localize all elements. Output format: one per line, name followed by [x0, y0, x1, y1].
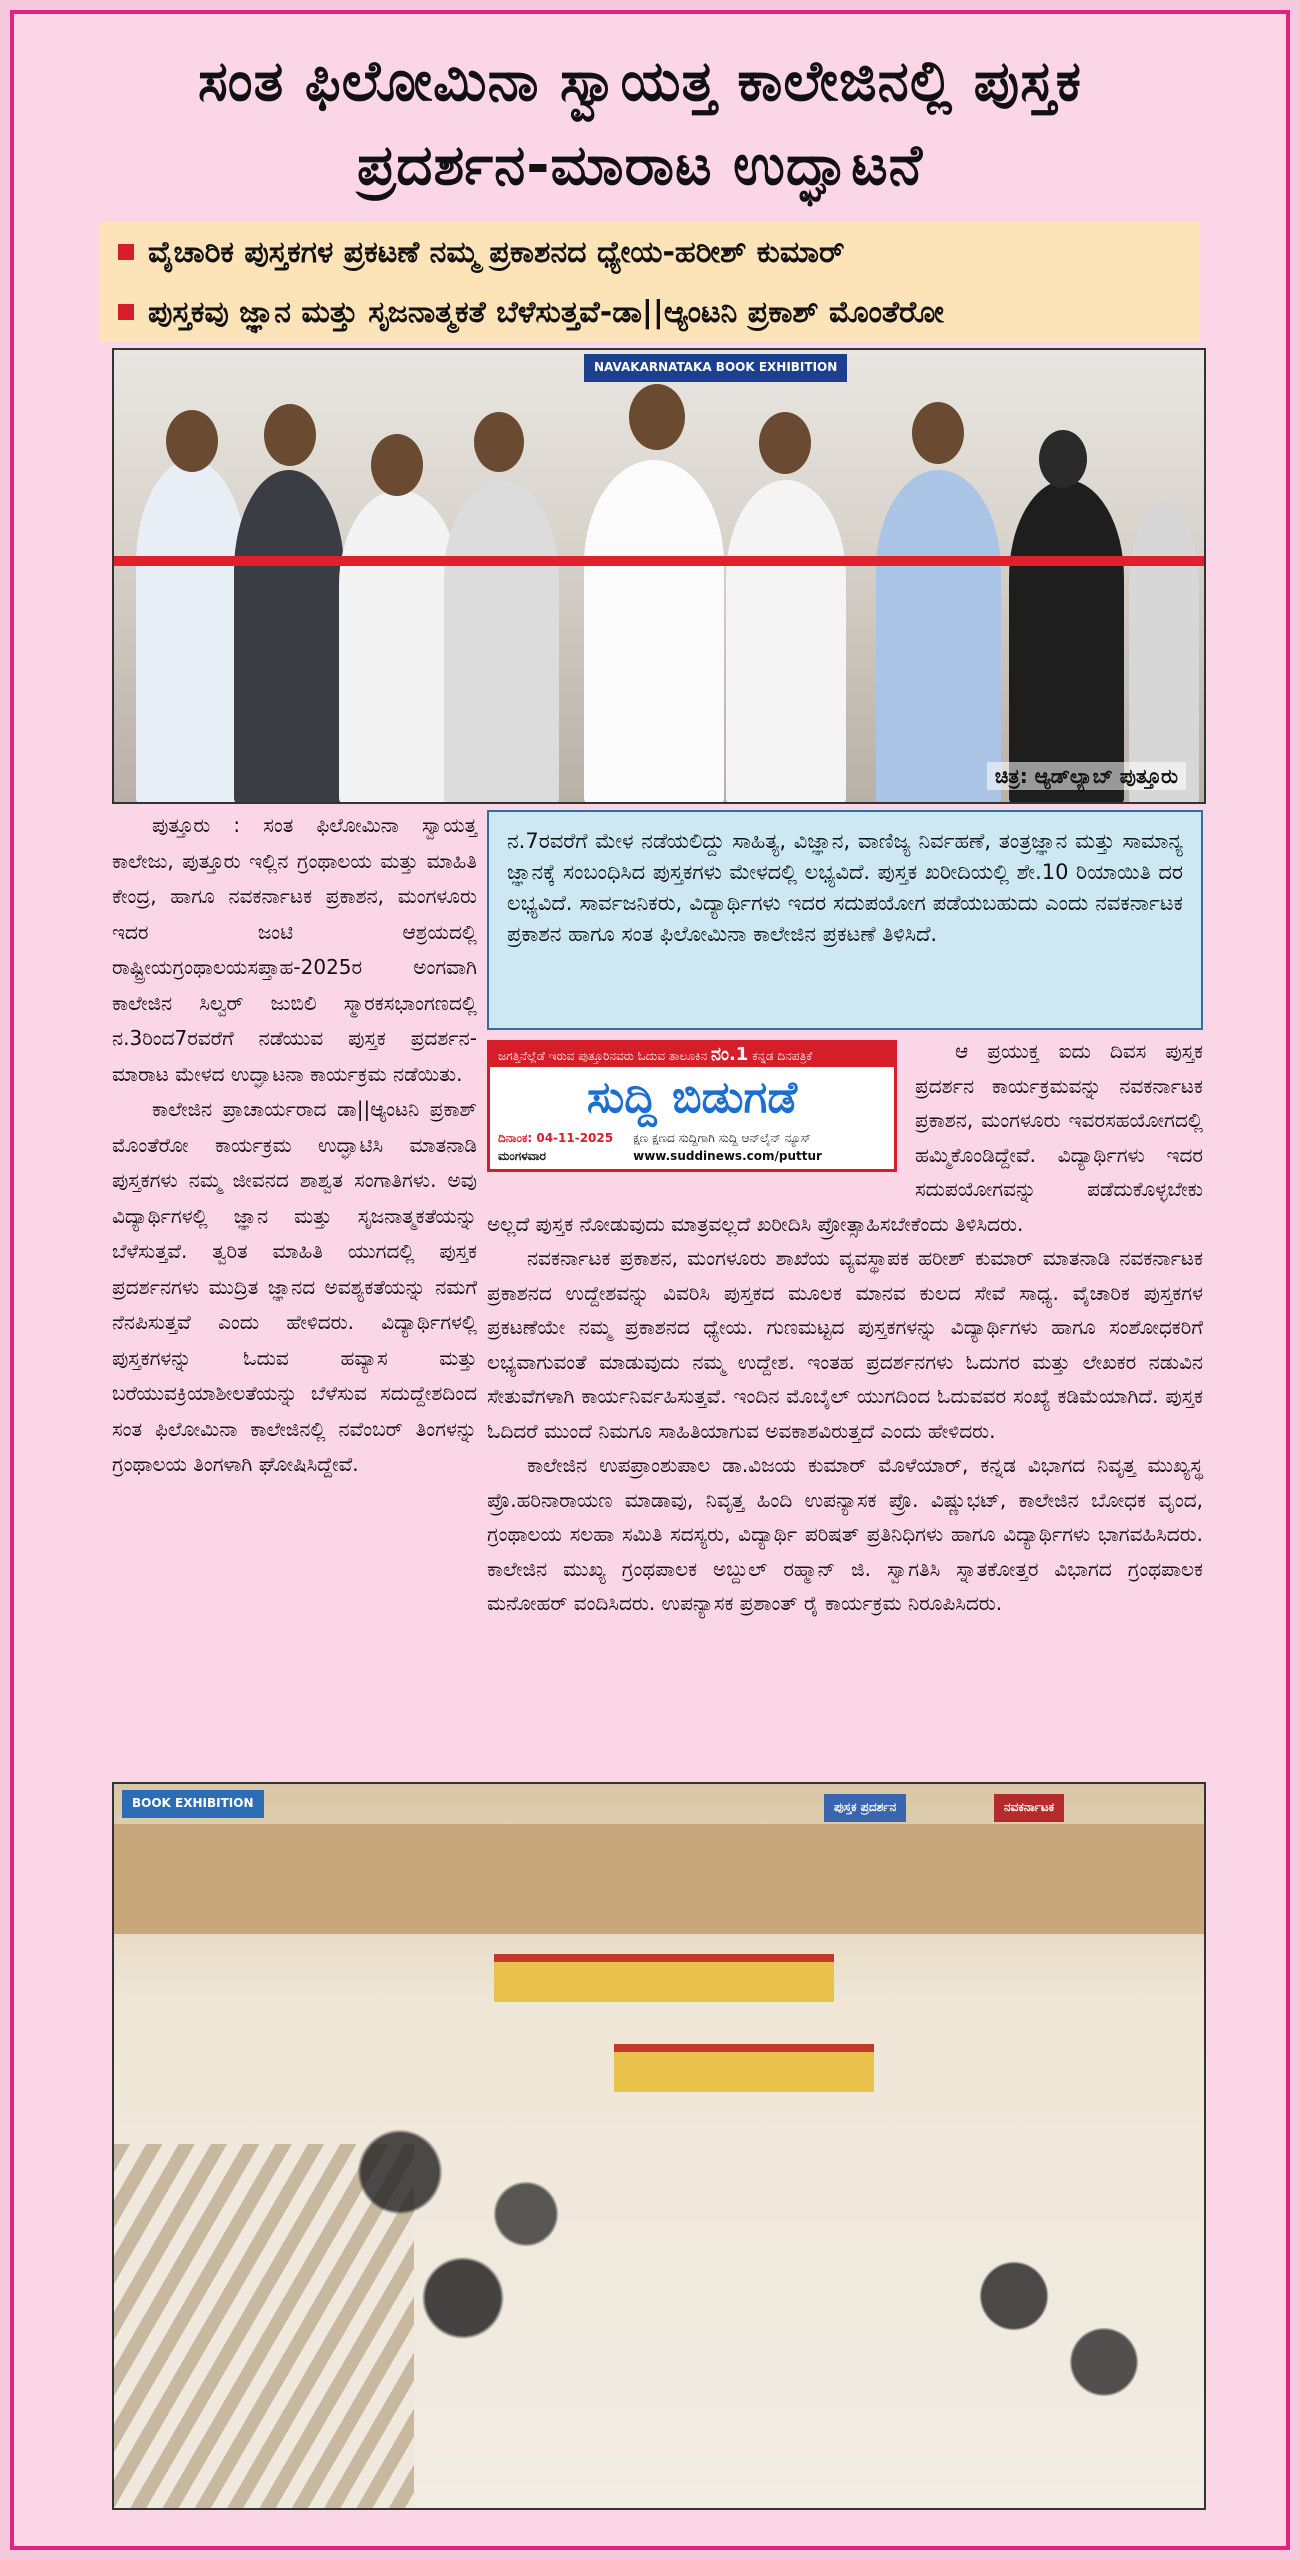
subhead-1: ವೈಚಾರಿಕ ಪುಸ್ತಕಗಳ ಪ್ರಕಟಣೆ ನಮ್ಮ ಪ್ರಕಾಶನದ ಧ್ಯೇಯ-ಹರೀಶ್ ಕುಮಾರ್: [100, 222, 1200, 282]
person-head: [371, 434, 423, 496]
crowd-students: [274, 2004, 694, 2424]
hall-back-wall: [114, 1824, 1204, 1934]
subhead-2: ಪುಸ್ತಕವು ಜ್ಞಾನ ಮತ್ತು ಸೃಜನಾತ್ಮಕತೆ ಬೆಳೆಸುತ್ತವೆ-ಡಾ||ಆ್ಯಂಟನಿ ಪ್ರಕಾಶ್ ಮೊಂತೆರೋ: [100, 282, 1200, 342]
logo-news-line: ಕ್ಷಣ ಕ್ಷಣದ ಸುದ್ದಿಗಾಗಿ ಸುದ್ದಿ ಆನ್‌ಲೈನ್ ನ್ಯೂಸ್: [633, 1131, 811, 1145]
person-head: [759, 412, 811, 474]
person-figure: [876, 470, 1001, 804]
logo-place: ಮಂಗಳವಾರ: [498, 1149, 547, 1163]
logo-website: www.suddinews.com/puttur: [633, 1149, 822, 1163]
right-paragraph-0: ಆ ಪ್ರಯುಕ್ತ ಐದು ದಿವಸ ಪುಸ್ತಕ ಪ್ರದರ್ಶನ ಕಾರ್ಯಕ್ರಮವನ್ನು ನವಕರ್ನಾಟಕ ಪ್ರಕಾಶನ, ಮಂಗಳೂರು ಇವರಸಹಯೋಗದಲ್ಲಿ ಹಮ್ಮಿಕೊಂಡಿದ್ದೇವೆ. ವಿದ್ಯಾರ್ಥಿಗಳು ಇದರ ಸದುಪಯೋಗವನ್ನು ಪಡೆದುಕೊಳ್ಳಬೇಕು ಅಲ್ಲದೆ ಪುಸ್ತಕ ನೋಡುವುದು ಮಾತ್ರವಲ್ಲದೆ ಖರೀದಿಸಿ ಪ್ರೋತ್ಸಾಹಿಸಬೇಕೆಂದು ತಿಳಿಸಿದರು.: [487, 1039, 1203, 1236]
exhibition-banner-right: ನವಕರ್ನಾಟಕ: [994, 1794, 1064, 1822]
left-paragraph-2: ಕಾಲೇಜಿನ ಪ್ರಾಚಾರ್ಯರಾದ ಡಾ||ಆ್ಯಂಟನಿ ಪ್ರಕಾಶ್ ಮೊಂತೆರೋ ಕಾರ್ಯಕ್ರಮ ಉದ್ಘಾಟಿಸಿ ಮಾತನಾಡಿ ಪುಸ್ತಕಗಳು ನಮ್ಮ ಜೀವನದ ಶಾಶ್ವತ ಸಂಗಾತಿಗಳು. ಅವು ವಿದ್ಯಾರ್ಥಿಗಳಲ್ಲಿ ಜ್ಞಾನ ಮತ್ತು ಸೃಜನಾತ್ಮಕತೆಯನ್ನು ಬೆಳೆಸುತ್ತವೆ. ತ್ವರಿತ ಮಾಹಿತಿ ಯುಗದಲ್ಲಿ ಪುಸ್ತಕ ಪ್ರದರ್ಶನಗಳು ಮುದ್ರಿತ ಜ್ಞಾನದ ಅವಶ್ಯಕತೆಯನ್ನು ನಮಗೆ ನೆನಪಿಸುತ್ತವೆ ಎಂದು ಹೇಳಿದರು. ವಿದ್ಯಾರ್ಥಿಗಳಲ್ಲಿ ಪುಸ್ತಕಗಳನ್ನು ಓದುವ ಹವ್ಯಾಸ ಮತ್ತು ಬರೆಯುವಕ್ರಿಯಾಶೀಲತೆಯನ್ನು ಬೆಳೆಸುವ ಸದುದ್ದೇಶದಿಂದ ಸಂತ ಫಿಲೋಮಿನಾ ಕಾಲೇಜಿನಲ್ಲಿ ನವೆಂಬರ್ ತಿಂಗಳನ್ನು ಗ್ರಂಥಾಲಯ ತಿಂಗಳಾಗಿ ಘೋಷಿಸಿದ್ದೇವೆ.: [112, 1097, 477, 1476]
red-ribbon: [114, 556, 1204, 566]
crowd-students-right: [894, 2164, 1194, 2494]
person-figure: [339, 490, 459, 804]
left-column: [112, 808, 477, 1483]
book-table: [494, 1954, 834, 2002]
person-figure: [136, 460, 246, 804]
exhibition-banner-mid: ಪುಸ್ತಕ ಪ್ರದರ್ಶನ: [824, 1794, 906, 1822]
person-figure: [726, 480, 846, 804]
person-head: [166, 410, 218, 472]
right-paragraph-1: ನವಕರ್ನಾಟಕ ಪ್ರಕಾಶನ, ಮಂಗಳೂರು ಶಾಖೆಯ ವ್ಯವಸ್ಥಾಪಕ ಹರೀಶ್ ಕುಮಾರ್ ಮಾತನಾಡಿ ನವಕರ್ನಾಟಕ ಪ್ರಕಾಶನದ ಉದ್ದೇಶವನ್ನು ವಿವರಿಸಿ ಪುಸ್ತಕದ ಮೂಲಕ ಮಾನವ ಕುಲದ ಸೇವೆ ಸಾಧ್ಯ. ವೈಚಾರಿಕ ಪುಸ್ತಕಗಳ ಪ್ರಕಟಣೆಯೇ ನಮ್ಮ ಪ್ರಕಾಶನದ ಧ್ಯೇಯ. ಗುಣಮಟ್ಟದ ಪುಸ್ತಕಗಳನ್ನು ವಿದ್ಯಾರ್ಥಿಗಳು ಹಾಗೂ ಸಂಶೋಧಕರಿಗೆ ಲಭ್ಯವಾಗುವಂತೆ ಮಾಡುವುದು ನಮ್ಮ ಉದ್ದೇಶ. ಇಂತಹ ಪ್ರದರ್ಶನಗಳು ಓದುಗರ ಮತ್ತು ಲೇಖಕರ ನಡುವಿನ ಸೇತುವೆಗಳಾಗಿ ಕಾರ್ಯನಿರ್ವಹಿಸುತ್ತವೆ. ಇಂದಿನ ಮೊಬೈಲ್ ಯುಗದಿಂದ ಓದುವವರ ಸಂಖ್ಯೆ ಕಡಿಮೆಯಾಗಿದೆ. ಪುಸ್ತಕ ಓದಿದರೆ ಮುಂದೆ ನಿಮಗೂ ಸಾಹಿತಿಯಾಗುವ ಅವಕಾಶವಿರುತ್ತದೆ ಎಂದು ಹೇಳಿದರು.: [487, 1246, 1203, 1443]
info-box: ನ.7ರವರೆಗೆ ಮೇಳ ನಡೆಯಲಿದ್ದು ಸಾಹಿತ್ಯ, ವಿಜ್ಞಾನ, ವಾಣಿಜ್ಯ ನಿರ್ವಹಣೆ, ತಂತ್ರಜ್ಞಾನ ಮತ್ತು ಸಾಮಾನ್ಯ ಜ್ಞಾನಕ್ಕೆ ಸಂಬಂಧಿಸಿದ ಪುಸ್ತಕಗಳು ಮೇಳದಲ್ಲಿ ಲಭ್ಯವಿದೆ. ಪುಸ್ತಕ ಖರೀದಿಯಲ್ಲಿ ಶೇ.10 ರಿಯಾಯಿತಿ ದರ ಲಭ್ಯವಿದೆ. ಸಾರ್ವಜನಿಕರು, ವಿದ್ಯಾರ್ಥಿಗಳು ಇದರ ಸದುಪಯೋಗ ಪಡೆಯಬಹುದು ಎಂದು ನವಕರ್ನಾಟಕ ಪ್ರಕಾಶನ ಹಾಗೂ ಸಂತ ಫಿಲೋಮಿನಾ ಕಾಲೇಜಿನ ಪ್ರಕಟಣೆ ತಿಳಿಸಿದೆ.: [487, 810, 1203, 1030]
photo-credit: ಚಿತ್ರ: ಆ್ಯಡ್‌ಲ್ಯಾಬ್ ಪುತ್ತೂರು: [987, 762, 1186, 790]
person-figure: [1129, 500, 1199, 804]
headline-line-2: ಪ್ರದರ್ಶನ-ಮಾರಾಟ ಉದ್ಘಾಟನೆ: [356, 133, 924, 198]
person-head: [629, 384, 685, 450]
exhibition-banner: NAVAKARNATAKA BOOK EXHIBITION: [584, 354, 847, 382]
person-head: [912, 402, 964, 464]
right-column: [487, 1034, 1203, 1621]
logo-name: ಸುದ್ದಿ ಬಿಡುಗಡೆ: [586, 1072, 798, 1123]
person-head: [264, 404, 316, 466]
left-paragraph-1: ಪುತ್ತೂರು : ಸಂತ ಫಿಲೋಮಿನಾ ಸ್ವಾಯತ್ತ ಕಾಲೇಜು, ಪುತ್ತೂರು ಇಲ್ಲಿನ ಗ್ರಂಥಾಲಯ ಮತ್ತು ಮಾಹಿತಿ ಕೇಂದ್ರ, ಹಾಗೂ ನವಕರ್ನಾಟಕ ಪ್ರಕಾಶನ, ಮಂಗಳೂರು ಇದರ ಜಂಟಿ ಆಶ್ರಯದಲ್ಲಿ ರಾಷ್ಟ್ರೀಯಗ್ರಂಥಾಲಯಸಪ್ತಾಹ-2025ರ ಅಂಗವಾಗಿ ಕಾಲೇಜಿನ ಸಿಲ್ವರ್ ಜುಬಿಲಿ ಸ್ಮಾರಕಸಭಾಂಗಣದಲ್ಲಿ ನ.3ರಿಂದ7ರವರೆಗೆ ನಡೆಯುವ ಪುಸ್ತಕ ಪ್ರದರ್ಶನ-ಮಾರಾಟ ಮೇಳದ ಉದ್ಘಾಟನಾ ಕಾರ್ಯಕ್ರಮ ನಡೆಯಿತು.: [112, 813, 477, 1086]
right-paragraph-2: ಕಾಲೇಜಿನ ಉಪಪ್ರಾಂಶುಪಾಲ ಡಾ.ವಿಜಯ ಕುಮಾರ್ ಮೊಳೆಯಾರ್, ಕನ್ನಡ ವಿಭಾಗದ ನಿವೃತ್ತ ಮುಖ್ಯಸ್ಥ ಪ್ರೊ.ಹರಿನಾರಾಯಣ ಮಾಡಾವು, ನಿವೃತ್ತ ಹಿಂದಿ ಉಪನ್ಯಾಸಕ ಪ್ರೊ. ವಿಷ್ಣುಭಟ್, ಕಾಲೇಜಿನ ಬೋಧಕ ವೃಂದ, ಗ್ರಂಥಾಲಯ ಸಲಹಾ ಸಮಿತಿ ಸದಸ್ಯರು, ವಿದ್ಯಾರ್ಥಿ ಪರಿಷತ್ ಪ್ರತಿನಿಧಿಗಳು ಹಾಗೂ ವಿದ್ಯಾರ್ಥಿಗಳು ಭಾಗವಹಿಸಿದರು. ಕಾಲೇಜಿನ ಮುಖ್ಯ ಗ್ರಂಥಪಾಲಕ ಅಬ್ದುಲ್ ರಹ್ಮಾನ್ ಜಿ. ಸ್ವಾಗತಿಸಿ ಸ್ನಾತಕೋತ್ತರ ವಿಭಾಗದ ಗ್ರಂಥಪಾಲಕ ಮನೋಹರ್ ವಂದಿಸಿದರು. ಉಪನ್ಯಾಸಕ ಪ್ರಶಾಂತ್ ರೈ ಕಾರ್ಯಕ್ರಮ ನಿರೂಪಿಸಿದರು.: [487, 1453, 1203, 1615]
suddi-bidugade-logo: [487, 1040, 897, 1172]
subhead-box: [100, 222, 1200, 342]
person-figure: [444, 480, 559, 804]
logo-tagline: ಜಗತ್ತಿನೆಲ್ಲೆಡೆ ಇರುವ ಪುತ್ತೂರಿನವರು ಓದುವ ತಾಲೂಕಿನ ನಂ.1 ಕನ್ನಡ ದಿನಪತ್ರಿಕೆ: [490, 1043, 894, 1067]
headline-line-1: ಸಂತ ಫಿಲೋಮಿನಾ ಸ್ವಾಯತ್ತ ಕಾಲೇಜಿನಲ್ಲಿ ಪುಸ್ತಕ: [198, 49, 1082, 114]
person-head: [474, 412, 524, 472]
red-square-bullet-icon: [118, 244, 134, 260]
person-figure: [584, 460, 724, 804]
logo-date: ದಿನಾಂಕ: 04-11-2025: [498, 1131, 614, 1145]
headline: [20, 40, 1260, 208]
person-figure: [234, 470, 344, 804]
ribbon-cutting-photo: [112, 348, 1206, 804]
logo-footer: [490, 1129, 894, 1165]
red-square-bullet-icon: [118, 304, 134, 320]
person-figure: [1009, 480, 1124, 804]
person-head: [1039, 430, 1087, 488]
book-exhibition-banner: BOOK EXHIBITION: [122, 1790, 264, 1818]
exhibition-hall-photo: [112, 1782, 1206, 2510]
